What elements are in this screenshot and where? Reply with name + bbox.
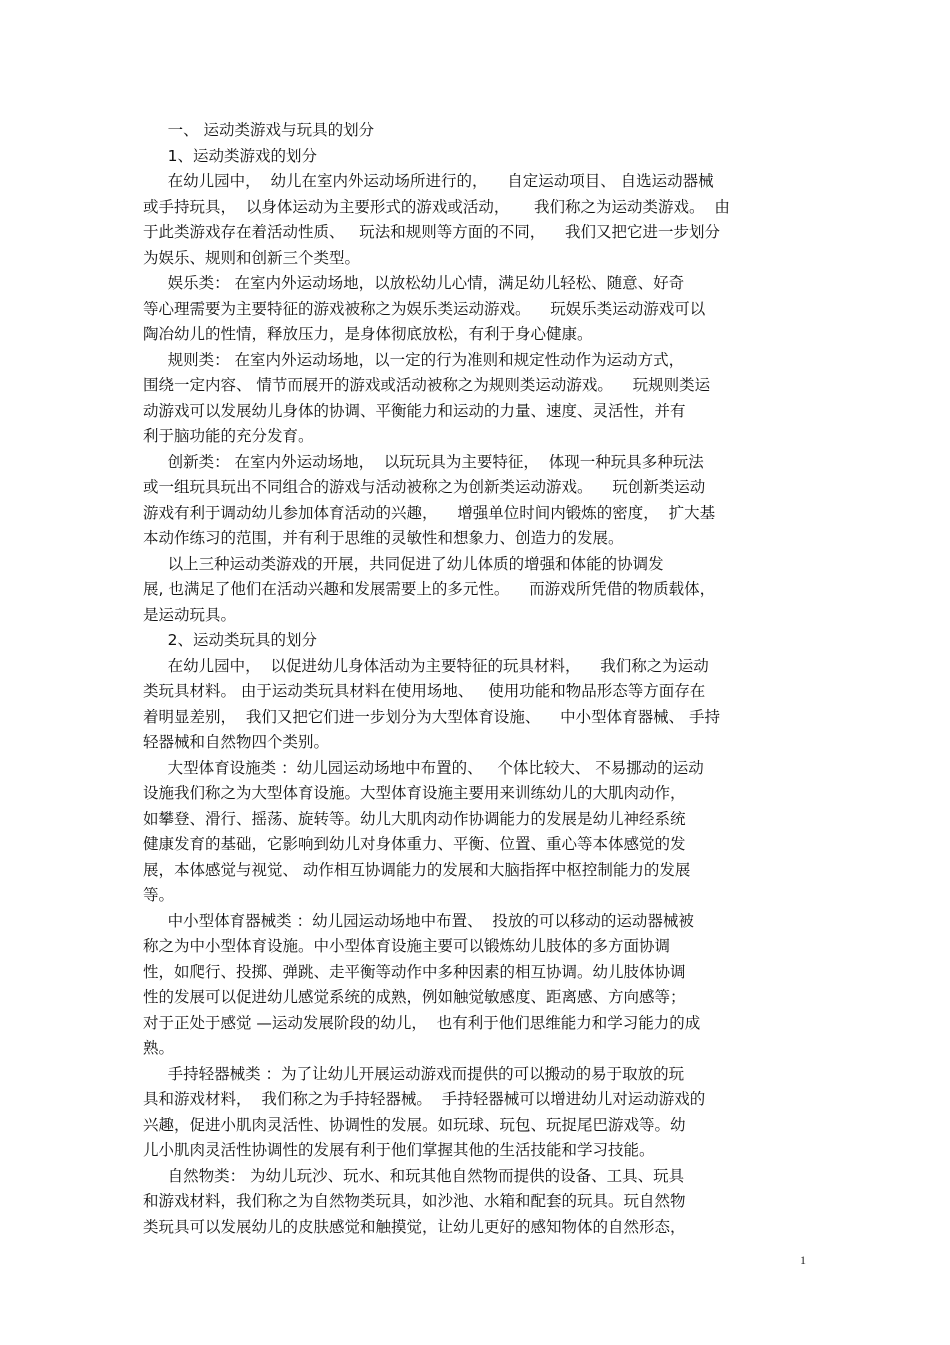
text-line: 围绕一定内容、 情节而展开的游戏或活动被称之为规则类运动游戏。 玩规则类运 (143, 376, 711, 394)
text-line: 类玩具材料。 由于运动类玩具材料在使用场地、 使用功能和物品形态等方面存在 (143, 682, 706, 700)
text-line: 中小型体育器械类 ：幼儿园运动场地中布置、 投放的可以移动的运动器械被 (143, 911, 694, 930)
text-line: 等心理需要为主要特征的游戏被称之为娱乐类运动游戏。 玩娱乐类运动游戏可以 (143, 299, 706, 318)
text-line: 性的发展可以促进幼儿感觉系统的成熟，例如触觉敏感度、距离感、方向感等； (143, 988, 686, 1006)
text-line: 是运动玩具。 (143, 605, 237, 624)
text-line: 2、运动类玩具的划分 (143, 631, 317, 649)
text-line: 1、运动类游戏的划分 (143, 146, 317, 165)
text-line: 熟。 (143, 1039, 175, 1057)
text-line: 动游戏可以发展幼儿身体的协调、平衡能力和运动的力量、速度、灵活性，并有 (143, 401, 686, 420)
text-line: 在幼儿园中， 以促进幼儿身体活动为主要特征的玩具材料， 我们称之为运动 (143, 656, 709, 675)
text-line: 兴趣，促进小肌肉灵活性、协调性的发展。如玩球、玩包、玩捉尾巴游戏等。幼 (143, 1115, 686, 1134)
text-line: 健康发育的基础，它影响到幼儿对身体重力、平衡、位置、重心等本体感觉的发 (143, 835, 686, 853)
text-line: 性，如爬行、投掷、弹跳、走平衡等动作中多种因素的相互协调。幼儿肢体协调 (143, 962, 686, 981)
text-line: 于此类游戏存在着活动性质、 玩法和规则等方面的不同， 我们又把它进一步划分 (143, 223, 720, 241)
text-line: 自然物类： 为幼儿玩沙、玩水、和玩其他自然物而提供的设备、工具、玩具 (143, 1166, 685, 1185)
text-line: 如攀登、滑行、摇荡、旋转等。幼儿大肌肉动作协调能力的发展是幼儿神经系统 (143, 809, 686, 828)
text-line: 着明显差别， 我们又把它们进一步划分为大型体育设施、 中小型体育器械、 手持 (143, 707, 720, 726)
text-line: 为娱乐、规则和创新三个类型。 (143, 248, 361, 267)
text-line: 手持轻器械类 ：为了让幼儿开展运动游戏而提供的可以搬动的易于取放的玩 (143, 1064, 685, 1083)
text-line: 等。 (143, 886, 175, 904)
text-line: 展，本体感觉与视觉、 动作相互协调能力的发展和大脑指挥中枢控制能力的发展 (143, 860, 691, 879)
text-line: 本动作练习的范围，并有利于思维的灵敏性和想象力、创造力的发展。 (143, 529, 624, 547)
text-line: 一、 运动类游戏与玩具的划分 (143, 121, 375, 139)
text-line: 陶冶幼儿的性情，释放压力，是身体彻底放松，有利于身心健康。 (143, 325, 593, 343)
text-line: 大型体育设施类 ：幼儿园运动场地中布置的、 个体比较大、 不易挪动的运动 (143, 758, 704, 777)
text-line: 规则类： 在室内外运动场地，以一定的行为准则和规定性动作为运动方式， (143, 350, 685, 369)
text-line: 类玩具可以发展幼儿的皮肤感觉和触摸觉，让幼儿更好的感知物体的自然形态， (143, 1217, 686, 1236)
text-line: 称之为中小型体育设施。中小型体育设施主要可以锻炼幼儿肢体的多方面协调 (143, 937, 671, 955)
text-line: 娱乐类： 在室内外运动场地，以放松幼儿心情，满足幼儿轻松、随意、好奇 (143, 274, 685, 292)
text-line: 以上三种运动类游戏的开展，共同促进了幼儿体质的增强和体能的协调发 (143, 554, 664, 573)
text-line: 展, 也满足了他们在活动兴趣和发展需要上的多元性。 而游戏所凭借的物质载体， (143, 580, 716, 598)
text-line: 游戏有利于调动幼儿参加体育活动的兴趣， 增强单位时间内锻炼的密度， 扩大基 (143, 503, 716, 522)
text-line: 对于正处于感觉 —运动发展阶段的幼儿， 也有利于他们思维能力和学习能力的成 (143, 1013, 701, 1032)
text-line: 轻器械和自然物四个类别。 (143, 733, 330, 751)
text-line: 在幼儿园中， 幼儿在室内外运动场所进行的， 自定运动项目、 自选运动器械 (143, 172, 714, 190)
text-line: 设施我们称之为大型体育设施。大型体育设施主要用来训练幼儿的大肌肉动作， (143, 784, 686, 802)
text-line: 或手持玩具， 以身体运动为主要形式的游戏或活动， 我们称之为运动类游戏。 由 (143, 197, 730, 216)
text-line: 创新类： 在室内外运动场地， 以玩玩具为主要特征， 体现一种玩具多种玩法 (143, 452, 704, 471)
text-line: 具和游戏材料， 我们称之为手持轻器械。 手持轻器械可以增进幼儿对运动游戏的 (143, 1090, 706, 1108)
text-line: 儿小肌肉灵活性协调性的发展有利于他们掌握其他的生活技能和学习技能。 (143, 1141, 655, 1159)
text-line: 或一组玩具玩出不同组合的游戏与活动被称之为创新类运动游戏。 玩创新类运动 (143, 478, 706, 496)
page-number: 1 (800, 1253, 806, 1267)
text-line: 和游戏材料，我们称之为自然物类玩具，如沙池、水箱和配套的玩具。玩自然物 (143, 1192, 686, 1210)
text-line: 利于脑功能的充分发育。 (143, 427, 314, 445)
document-body (143, 118, 805, 1240)
